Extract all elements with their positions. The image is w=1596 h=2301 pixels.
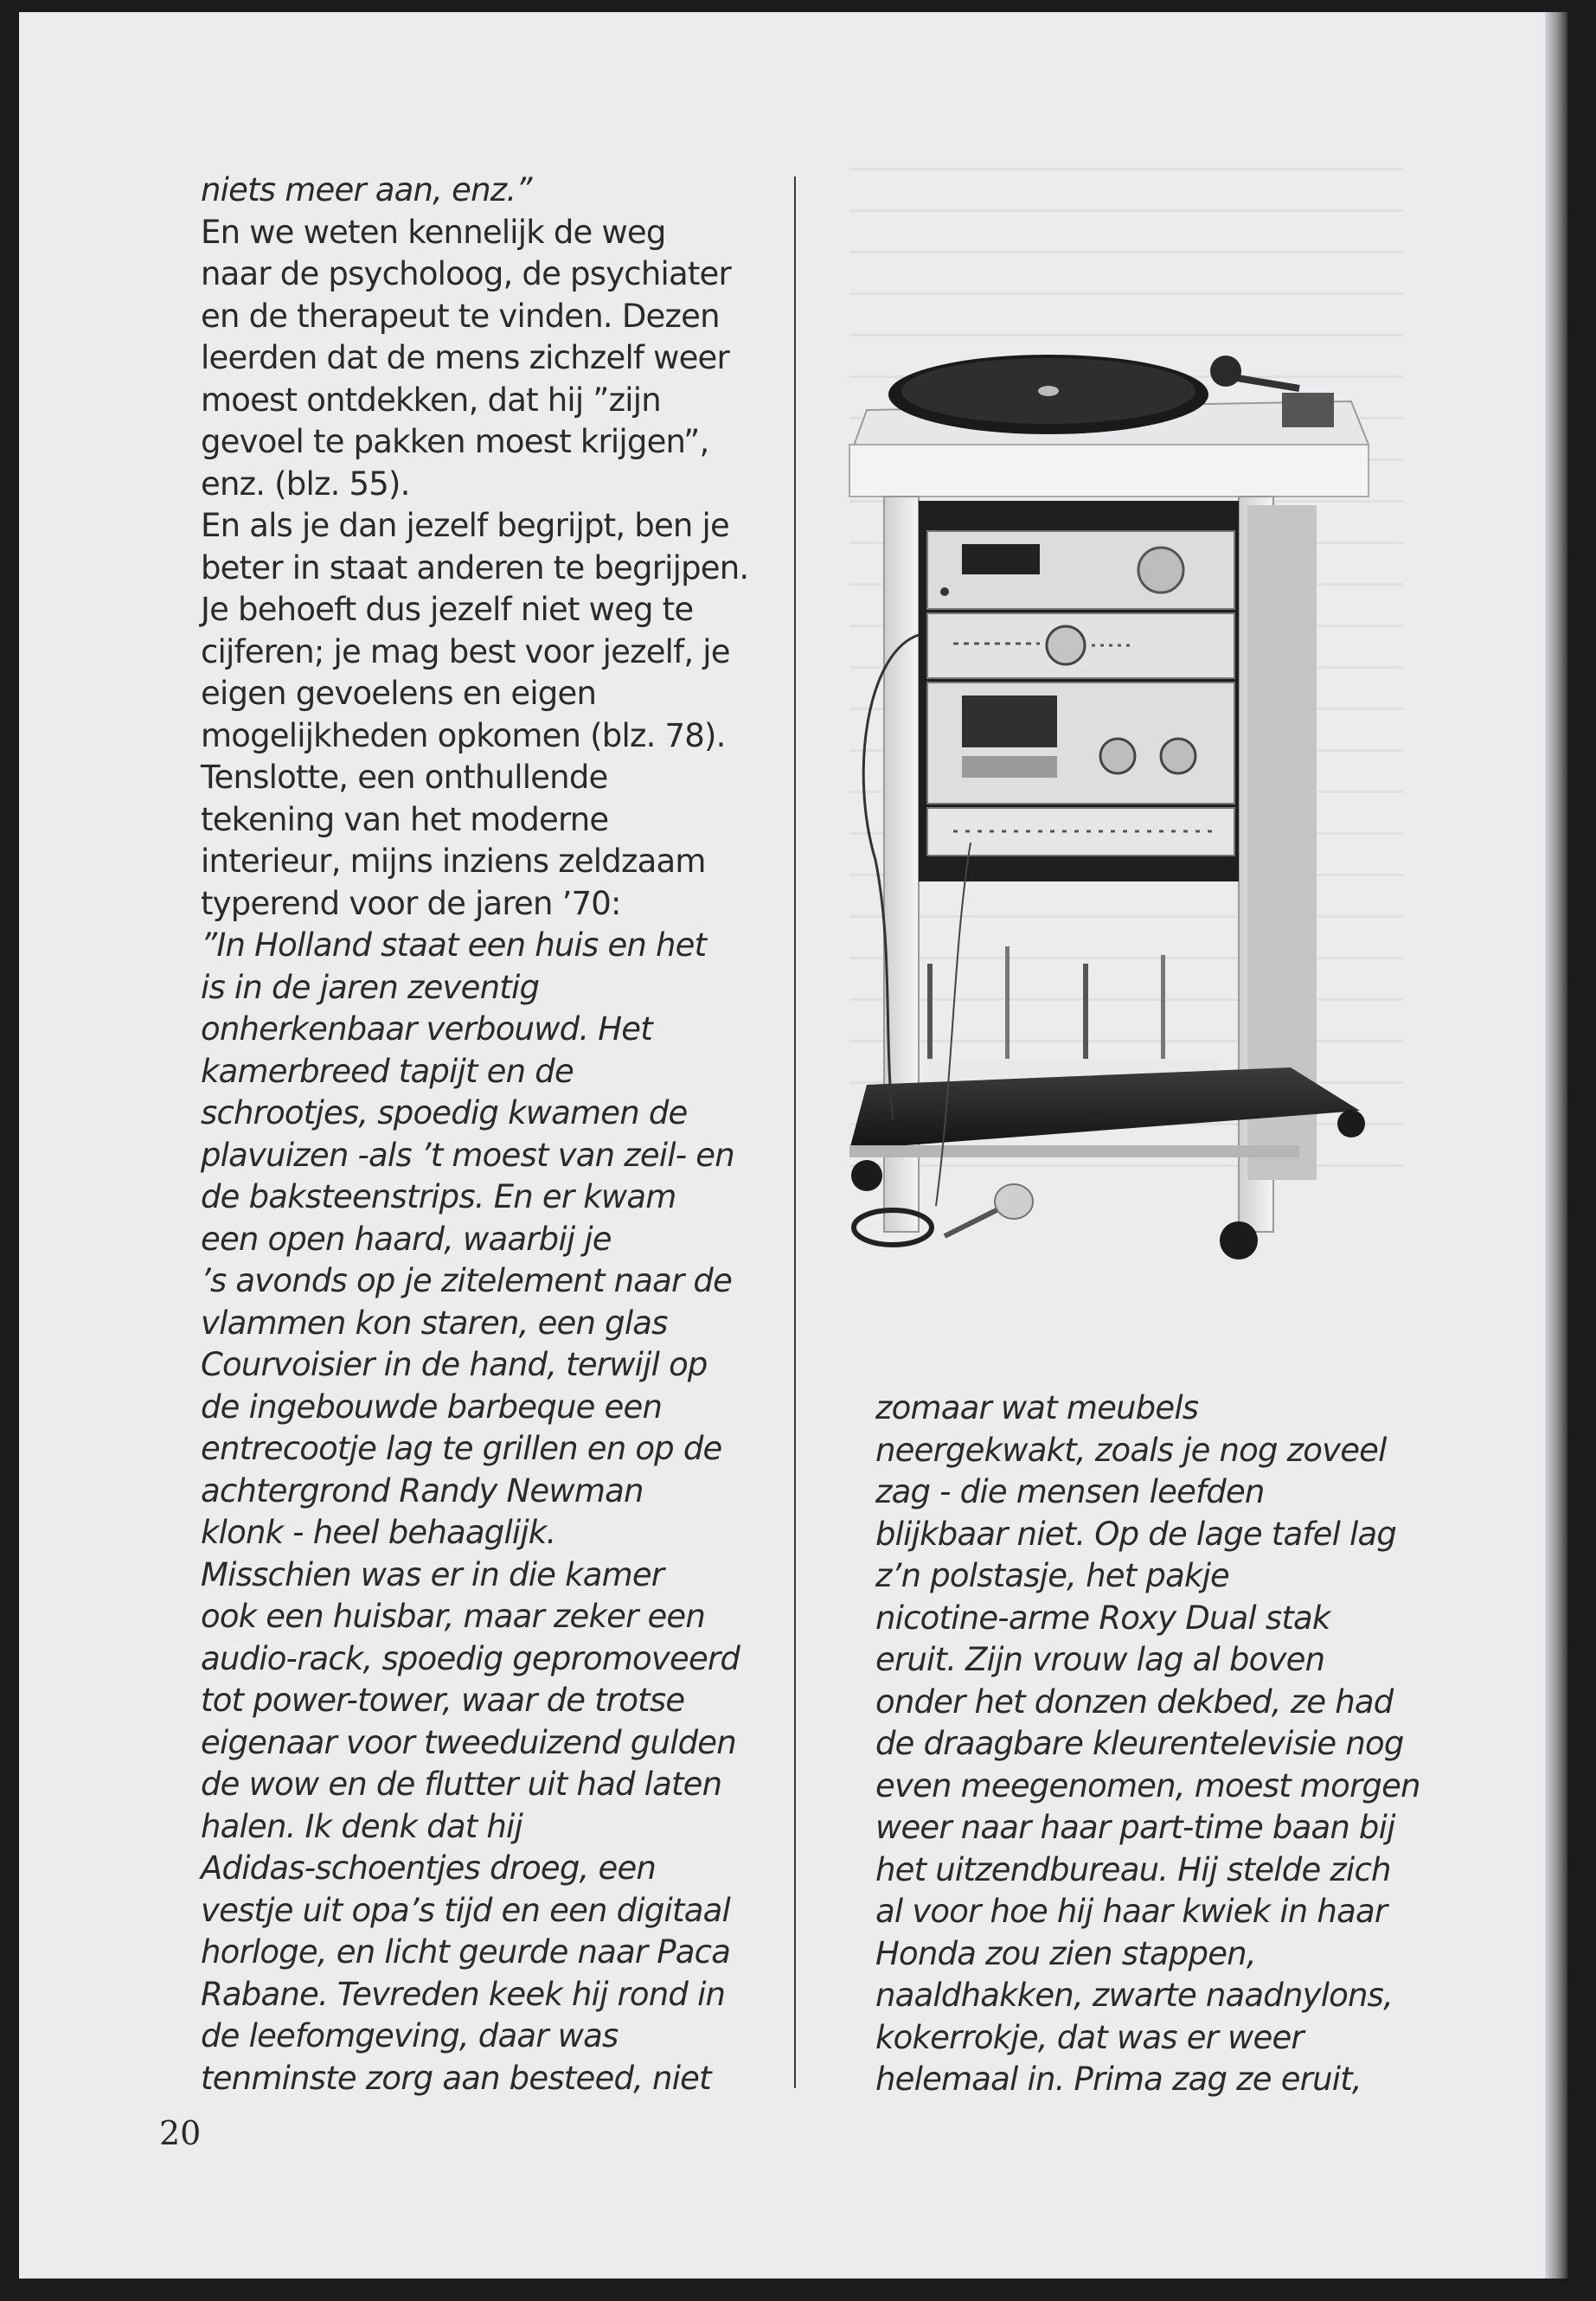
text-line: eigenaar voor tweeduizend gulden: [201, 1723, 736, 1761]
text-line: Misschien was er in die kamer: [201, 1555, 664, 1593]
text-line: onherkenbaar verbouwd. Het: [201, 1010, 652, 1048]
text-line: ’s avonds op je zitelement naar de: [201, 1262, 733, 1299]
page-spine-edge: [1545, 12, 1567, 2279]
text-line: Courvoisier in de hand, terwijl op: [201, 1346, 708, 1383]
text-line: vestje uit opa’s tijd en een digitaal: [201, 1891, 730, 1929]
text-line: Je behoeft dus jezelf niet weg te: [201, 591, 694, 628]
text-line: entrecootje lag te grillen en op de: [201, 1430, 722, 1467]
text-line: gevoel te pakken moest krijgen”,: [201, 423, 709, 460]
audio-rack-photo: [832, 341, 1403, 1370]
text-line: vlammen kon staren, een glas: [201, 1304, 668, 1342]
text-line: naar de psycholoog, de psychiater: [201, 255, 731, 292]
text-line: horloge, en licht geurde naar Paca: [201, 1933, 731, 1971]
text-line: zag - die mensen leefden: [875, 1473, 1265, 1510]
turntable: [849, 355, 1368, 497]
right-text-column: [875, 1388, 1481, 2101]
text-line: beter in staat anderen te begrijpen.: [201, 548, 749, 586]
text-line: moest ontdekken, dat hij ”zijn: [201, 381, 661, 419]
text-line: al voor hoe hij haar kwiek in haar: [875, 1893, 1388, 1930]
text-line: de ingebouwde barbeque een: [201, 1388, 663, 1426]
text-line: neergekwakt, zoals je nog zoveel: [875, 1431, 1387, 1469]
text-line: Rabane. Tevreden keek hij rond in: [201, 1975, 726, 2013]
text-line: enz. (blz. 55).: [201, 465, 410, 503]
amplifier-unit: [927, 531, 1234, 609]
text-line: ”In Holland staat een huis en het: [201, 926, 707, 964]
text-line: audio-rack, spoedig gepromoveerd: [201, 1639, 740, 1677]
text-line: weer naar haar part-time baan bij: [875, 1809, 1395, 1846]
text-line: een open haard, waarbij je: [201, 1220, 612, 1258]
text-line: interieur, mijns inziens zeldzaam: [201, 843, 706, 880]
text-line: onder het donzen dekbed, ze had: [875, 1682, 1394, 1721]
text-line: de leefomgeving, daar was: [201, 2017, 619, 2054]
text-line: de draagbare kleurentelevisie nog: [875, 1725, 1404, 1762]
text-line: niets meer aan, enz.”: [201, 171, 532, 208]
text-line: eigen gevoelens en eigen: [201, 675, 597, 712]
text-line: mogelijkheden opkomen (blz. 78).: [201, 716, 726, 754]
text-line: schrootjes, spoedig kwamen de: [201, 1094, 688, 1131]
text-line: cijferen; je mag best voor jezelf, je: [201, 632, 730, 670]
cassette-deck: [927, 683, 1234, 804]
text-line: leerden dat de mens zichzelf weer: [201, 339, 729, 376]
left-text-column: [201, 170, 806, 2099]
tuner-unit: [927, 613, 1234, 678]
text-line: kamerbreed tapijt en de: [201, 1052, 574, 1090]
text-line: en de therapeut te vinden. Dezen: [201, 297, 720, 335]
text-line: tot power-tower, waar de trotse: [201, 1682, 685, 1719]
text-line: Adidas-schoentjes droeg, een: [201, 1849, 657, 1887]
text-line: En we weten kennelijk de weg: [201, 213, 666, 251]
text-line: kokerrokje, dat was er weer: [875, 2018, 1304, 2056]
text-line: tenminste zorg aan besteed, niet: [201, 2059, 711, 2097]
text-line: klonk - heel behaaglijk.: [201, 1514, 556, 1551]
text-line: zomaar wat meubels: [875, 1389, 1199, 1426]
text-line: eruit. Zijn vrouw lag al boven: [875, 1641, 1325, 1678]
text-line: de wow en de flutter uit had laten: [201, 1766, 722, 1803]
text-line: Tenslotte, een onthullende: [201, 759, 608, 796]
text-line: even meegenomen, moest morgen: [875, 1766, 1420, 1804]
text-line: tekening van het moderne: [201, 800, 609, 838]
text-line: typerend voor de jaren ’70:: [201, 884, 621, 922]
equalizer-unit: [927, 808, 1234, 856]
text-line: ook een huisbar, maar zeker een: [201, 1598, 706, 1635]
text-line: de baksteenstrips. En er kwam: [201, 1178, 676, 1215]
text-line: is in de jaren zeventig: [201, 968, 540, 1006]
text-line: helemaal in. Prima zag ze eruit,: [875, 2061, 1362, 2098]
page-number: 20: [159, 2114, 202, 2152]
text-line: Honda zou zien stappen,: [875, 1934, 1256, 1972]
column-divider: [794, 176, 796, 2088]
text-line: blijkbaar niet. Op de lage tafel lag: [875, 1515, 1397, 1553]
record-sleeves: [927, 946, 1221, 1093]
text-line: z’n polstasje, het pakje: [875, 1557, 1230, 1594]
text-line: En als je dan jezelf begrijpt, ben je: [201, 507, 729, 544]
book-page: [19, 12, 1567, 2279]
text-line: achtergrond Randy Newman: [201, 1471, 644, 1509]
text-line: het uitzendbureau. Hij stelde zich: [875, 1850, 1391, 1888]
text-line: naaldhakken, zwarte naadnylons,: [875, 1977, 1394, 2014]
text-line: nicotine-arme Roxy Dual stak: [875, 1599, 1330, 1637]
text-line: halen. Ik denk dat hij: [201, 1807, 522, 1845]
text-line: plavuizen -als ’t moest van zeil- en: [201, 1136, 734, 1174]
